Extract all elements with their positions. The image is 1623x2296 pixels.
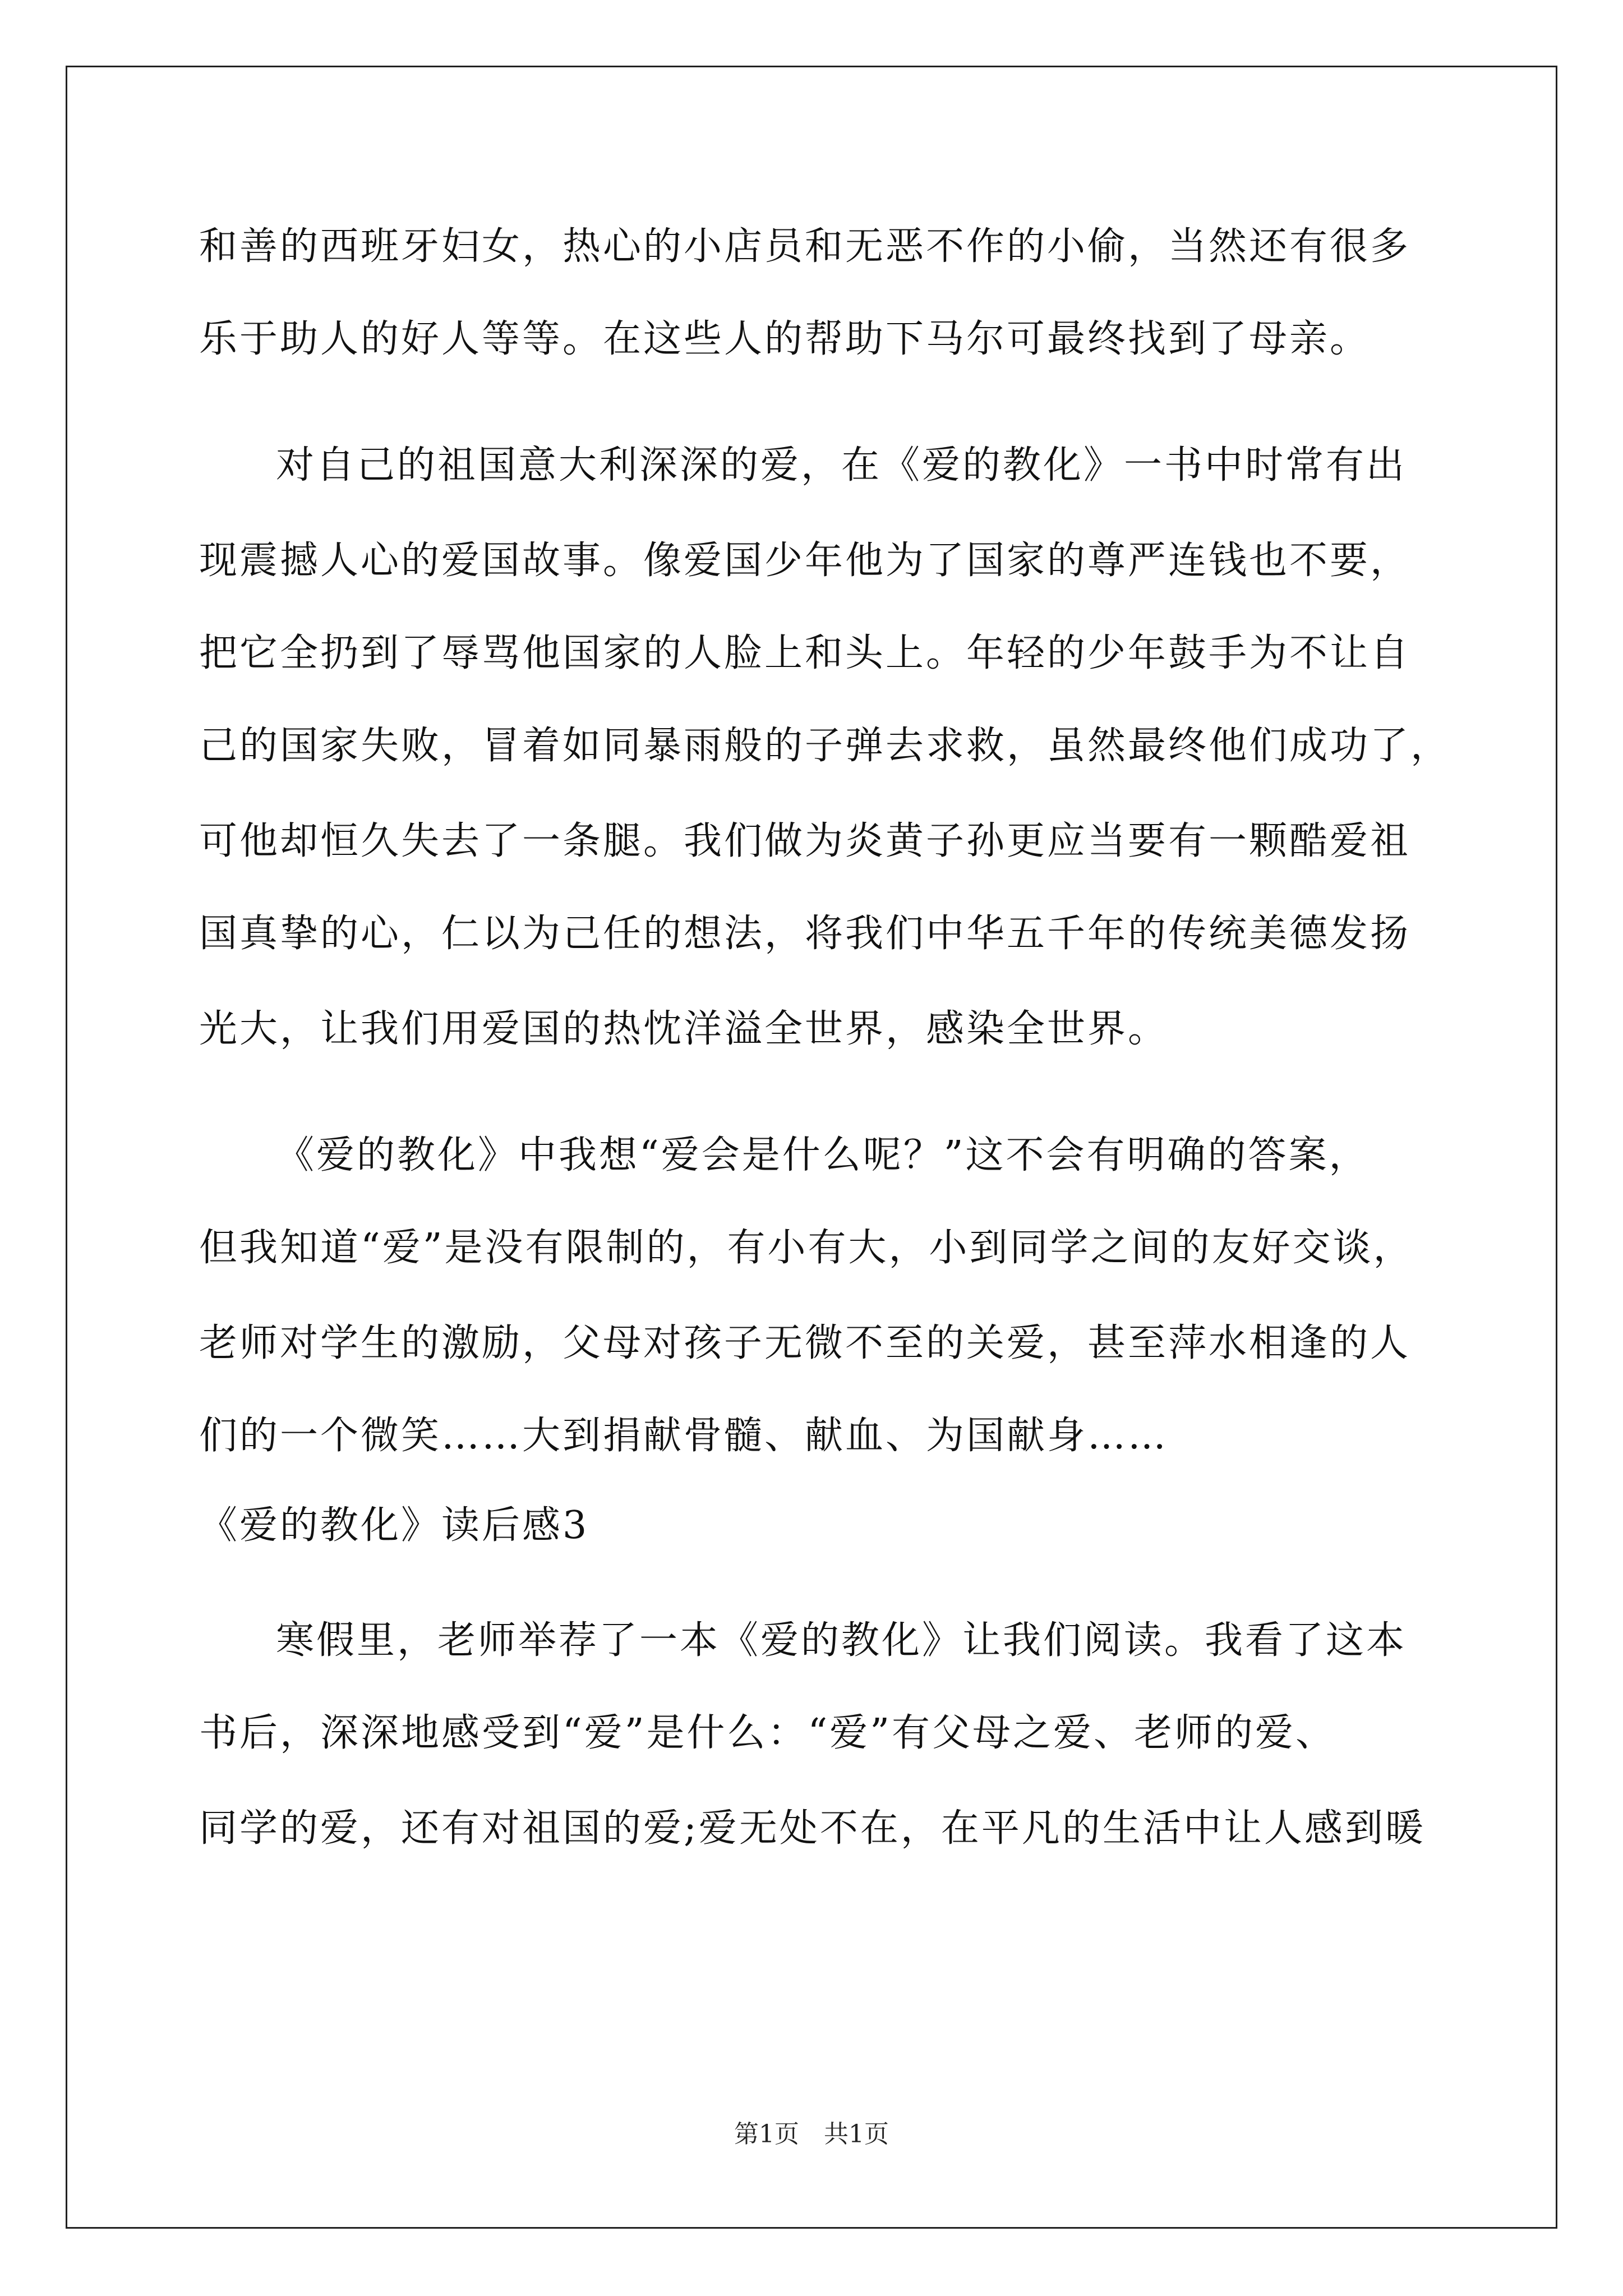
- text-line-6: 己的国家失败，冒着如同暴雨般的子弹去求救，虽然最终他们成功了，: [199, 724, 1451, 768]
- paragraph-start-line-3: 对自己的祖国意大利深深的爱，在《爱的教化》一书中时常有出: [276, 443, 1407, 487]
- text-line-5: 把它全扔到了辱骂他国家的人脸上和头上。年轻的少年鼓手为不让自: [199, 631, 1411, 675]
- text-line-9: 光大，让我们用爱国的热忱洋溢全世界，感染全世界。: [199, 1007, 1169, 1051]
- text-line-13: 们的一个微笑……大到捐献骨髓、献血、为国献身……: [199, 1414, 1169, 1458]
- text-line-16: 同学的爱，还有对祖国的爱;爱无处不在，在平凡的生活中让人感到暖: [199, 1806, 1426, 1851]
- text-line-2: 乐于助人的好人等等。在这些人的帮助下马尔可最终找到了母亲。: [199, 317, 1371, 361]
- text-line-8: 国真挚的心，仁以为己任的想法，将我们中华五千年的传统美德发扬: [199, 912, 1411, 956]
- text-line-1: 和善的西班牙妇女，热心的小店员和无恶不作的小偷，当然还有很多: [199, 224, 1411, 269]
- section-heading: 《爱的教化》读后感3: [199, 1503, 589, 1548]
- text-line-4: 现震撼人心的爱国故事。像爱国少年他为了国家的尊严连钱也不要，: [199, 539, 1411, 583]
- paragraph-start-line-14: 寒假里，老师举荐了一本《爱的教化》让我们阅读。我看了这本: [276, 1618, 1407, 1663]
- text-line-12: 老师对学生的激励，父母对孩子无微不至的关爱，甚至萍水相逢的人: [199, 1321, 1411, 1365]
- text-line-11: 但我知道“爱”是没有限制的，有小有大，小到同学之间的友好交谈，: [199, 1226, 1414, 1270]
- text-line-7: 可他却恒久失去了一条腿。我们做为炎黄子孙更应当要有一颗酷爱祖: [199, 819, 1411, 863]
- paragraph-start-line-10: 《爱的教化》中我想“爱会是什么呢？”这不会有明确的答案，: [276, 1133, 1370, 1177]
- text-line-15: 书后，深深地感受到“爱”是什么：“爱”有父母之爱、老师的爱、: [199, 1711, 1336, 1755]
- page-footer: 第1页 共1页: [734, 2120, 889, 2148]
